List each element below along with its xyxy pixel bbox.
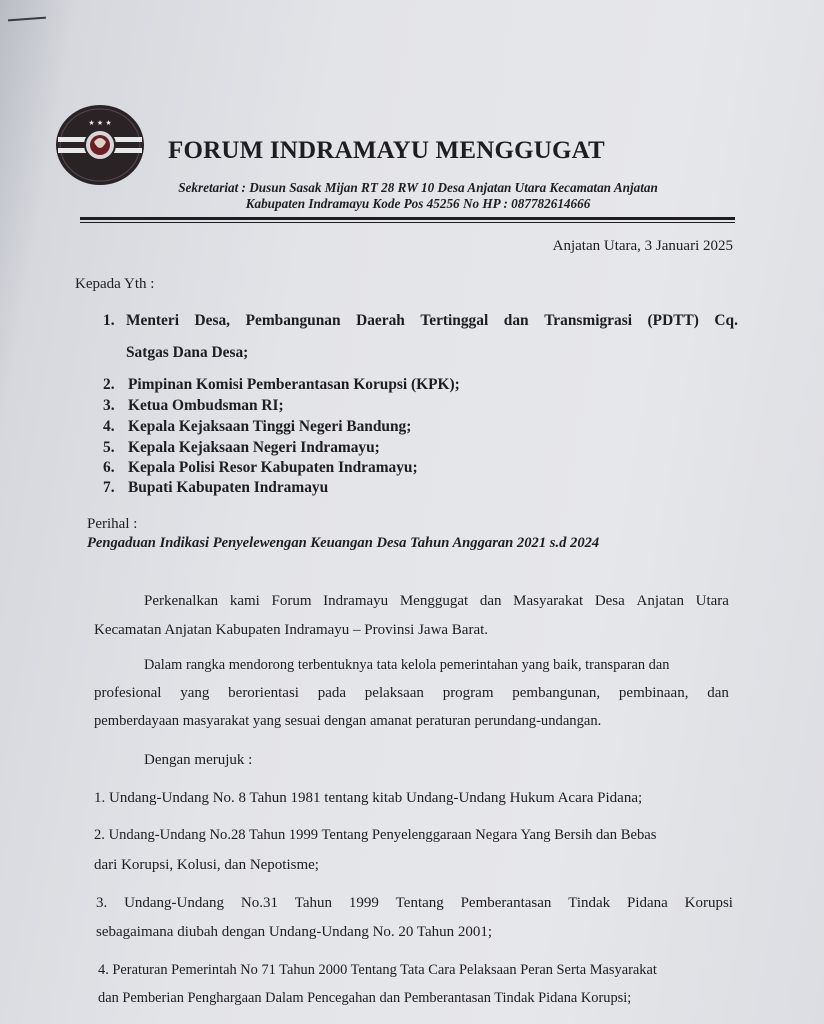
header-rule-thick	[80, 217, 735, 220]
word: program	[442, 685, 494, 701]
word: Utara	[695, 593, 729, 609]
word: Desa	[594, 593, 625, 609]
recipient-item: Kepala Polisi Resor Kabupaten Indramayu;	[128, 459, 418, 476]
word: Desa,	[194, 312, 231, 329]
subject-label: Perihal :	[87, 516, 138, 532]
word: Forum	[271, 593, 312, 609]
reference-line	[96, 895, 733, 912]
word: Perkenalkan	[144, 593, 219, 609]
recipient-number: 3.	[103, 397, 115, 414]
reference-line: dari Korupsi, Kolusi, dan Nepotisme;	[94, 857, 319, 873]
word: Tahun	[294, 895, 333, 911]
word: Tindak	[568, 895, 611, 911]
word: Pembangunan	[245, 312, 341, 329]
svg-text:★ ★ ★: ★ ★ ★	[88, 119, 112, 127]
reference-line: 2. Undang-Undang No.28 Tahun 1999 Tentang Penyelenggaraan Negara Yang Bersih dan Bebas	[94, 827, 657, 843]
word: Menteri	[126, 312, 179, 329]
paragraph-line: Dalam rangka mendorong terbentuknya tata kelola pemerintahan yang baik, transparan dan	[144, 657, 670, 673]
paragraph-line: Kecamatan Anjatan Kabupaten Indramayu – Provinsi Jawa Barat.	[94, 622, 489, 638]
word: Pemberantasan	[460, 895, 552, 911]
reference-line: dan Pemberian Penghargaan Dalam Pencegahan dan Pemberantasan Tindak Pidana Korupsi;	[98, 990, 632, 1006]
recipient-item: Kepala Kejaksaan Negeri Indramayu;	[128, 439, 380, 456]
paragraph-line	[144, 593, 729, 610]
word: dan	[503, 312, 529, 329]
reference-line: 1. Undang-Undang No. 8 Tahun 1981 tentang kitab Undang-Undang Hukum Acara Pidana;	[94, 790, 643, 806]
word: pada	[317, 685, 347, 701]
word: berorientasi	[228, 685, 299, 701]
word: pembangunan,	[512, 685, 601, 701]
recipient-item: Pimpinan Komisi Pemberantasan Korupsi (KPK);	[128, 376, 460, 393]
reference-line: 4. Peraturan Pemerintah No 71 Tahun 2000 Tentang Tata Cara Pelaksaan Peran Serta Masyarakat	[98, 962, 657, 978]
word: Korupsi	[684, 895, 733, 911]
word: dan	[479, 593, 502, 609]
secretariat-contact-line: Kabupaten Indramayu Kode Pos 45256 No HP : 087782614666	[245, 196, 591, 211]
word: Indramayu	[323, 593, 389, 609]
word: No.31	[240, 895, 278, 911]
word: Anjatan	[636, 593, 684, 609]
recipient-item: Kepala Kejaksaan Tinggi Negeri Bandung;	[128, 418, 412, 435]
referring-heading: Dengan merujuk :	[144, 752, 253, 768]
recipient-number: 5.	[103, 439, 115, 456]
organization-title: FORUM INDRAMAYU MENGGUGAT	[168, 137, 605, 164]
recipient-number: 1.	[103, 312, 115, 329]
word: Daerah	[356, 312, 405, 329]
recipient-item: Bupati Kabupaten Indramayu	[128, 479, 329, 496]
letter-date: Anjatan Utara, 3 Januari 2025	[552, 238, 733, 254]
reference-line: sebagaimana diubah dengan Undang-Undang No. 20 Tahun 2001;	[96, 924, 493, 940]
word: (PDTT)	[647, 312, 699, 329]
recipient-line	[126, 312, 738, 330]
word: Tertinggal	[420, 312, 489, 329]
word: Transmigrasi	[544, 312, 632, 329]
word: Menggugat	[399, 593, 469, 609]
word: 3.	[96, 895, 108, 911]
salutation: Kepada Yth :	[75, 276, 155, 292]
word: pelaksaan	[364, 685, 424, 701]
word: Pidana	[627, 895, 668, 911]
subject-text: Pengaduan Indikasi Penyelewengan Keuangan Desa Tahun Anggaran 2021 s.d 2024	[87, 535, 600, 551]
recipient-number: 4.	[103, 418, 115, 435]
word: 1999	[348, 895, 379, 911]
word: Tentang	[395, 895, 444, 911]
word: kami	[229, 593, 260, 609]
word: yang	[180, 685, 210, 701]
recipient-number: 6.	[103, 459, 115, 476]
recipient-line-continued: Satgas Dana Desa;	[126, 344, 249, 361]
word: dan	[707, 685, 729, 701]
paragraph-line	[94, 685, 729, 702]
recipient-number: 7.	[103, 479, 115, 496]
pen-mark	[8, 17, 46, 22]
word: pembinaan,	[618, 685, 689, 701]
paragraph-line: pemberdayaan masyarakat yang sesuai dengan amanat peraturan perundang-undangan.	[94, 713, 602, 729]
word: Cq.	[714, 312, 738, 329]
recipient-item: Ketua Ombudsman RI;	[128, 397, 284, 414]
word: profesional	[94, 685, 162, 701]
header-rule-thin	[80, 222, 735, 223]
secretariat-address-line: Sekretariat : Dusun Sasak Mijan RT 28 RW 10 Desa Anjatan Utara Kecamatan Anjatan	[178, 180, 658, 195]
organization-logo-icon	[55, 104, 145, 186]
word: Undang-Undang	[124, 895, 225, 911]
recipient-number: 2.	[103, 376, 115, 393]
word: Masyarakat	[513, 593, 584, 609]
